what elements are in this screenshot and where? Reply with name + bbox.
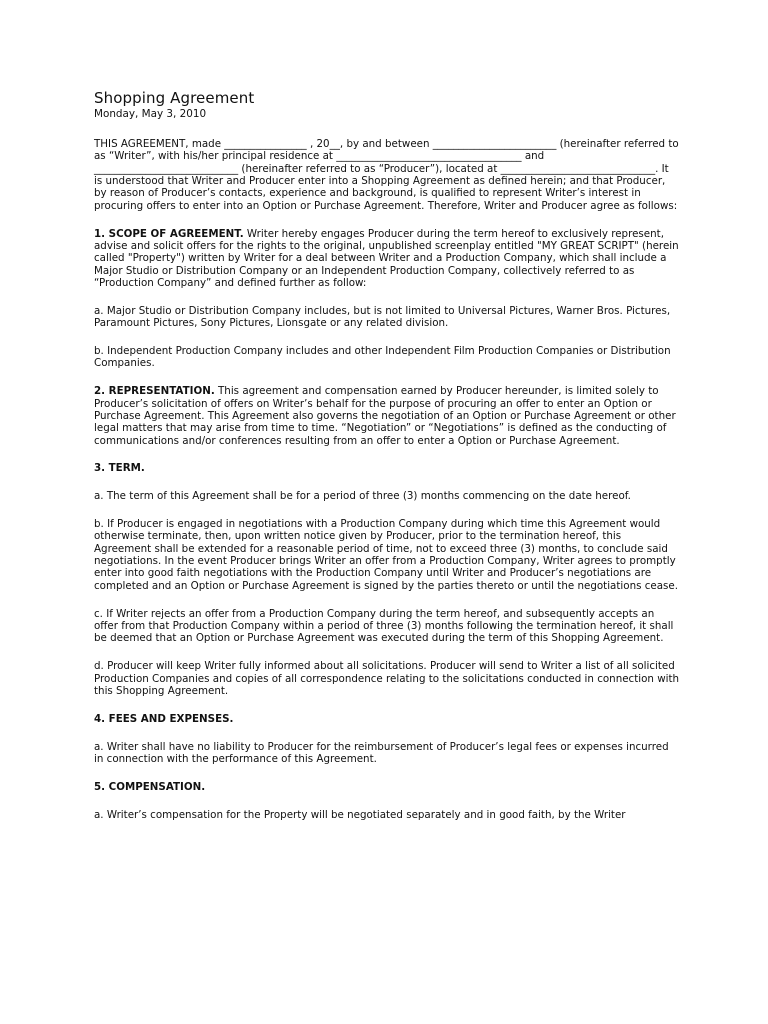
section-4a: [94, 741, 680, 766]
section-heading: 2. REPRESENTATION.: [94, 385, 215, 398]
section-text: d. Producer will keep Writer fully informed about all solicitations. Producer will send to Writer a list of all solicited Production Companies and copies of all correspondence relating to the solicitations conducted in connection with this Shopping Agreement.: [94, 660, 680, 697]
section-text: b. If Producer is engaged in negotiations with a Production Company during which time this Agreement would otherwise terminate, then, upon written notice given by Producer, prior to the termination hereof, this Agreement shall be extended for a reasonable period of time, not to exceed three (3) months, to conclude said negotiations. In the event Producer brings Writer an offer from a Production Company, Writer agrees to promptly enter into good faith negotiations with the Production Company until Writer and Producer’s negotiations are completed and an Option or Purchase Agreement is signed by the parties thereto or until the negotiations cease.: [94, 518, 679, 592]
section-text: a. Major Studio or Distribution Company includes, but is not limited to Universal Pictures, Warner Bros. Pictures, Paramount Pictures, Sony Pictures, Lionsgate or any related division.: [94, 304, 671, 330]
section-2-representation: [94, 385, 680, 447]
section-heading: 1. SCOPE OF AGREEMENT.: [94, 227, 244, 240]
section-4-fees: [94, 713, 680, 725]
section-5-compensation: [94, 781, 680, 793]
document-title: Shopping Agreement: [94, 89, 255, 107]
section-text: c. If Writer rejects an offer from a Production Company during the term hereof, and subsequently accepts an offer from that Production Company within a period of three (3) months following the termination hereof, it shall be deemed that an Option or Purchase Agreement was executed during the term of this Shopping Agreement.: [94, 607, 674, 645]
section-3-term: [94, 462, 680, 474]
section-3c: [94, 608, 680, 645]
section-heading: 5. COMPENSATION.: [94, 780, 206, 793]
section-text: a. The term of this Agreement shall be for a period of three (3) months commencing on the date hereof.: [94, 490, 631, 503]
section-heading: 4. FEES AND EXPENSES.: [94, 712, 234, 725]
section-text: a. Writer’s compensation for the Property will be negotiated separately and in good faith, by the Writer: [94, 808, 626, 821]
section-text: b. Independent Production Company includes and other Independent Film Production Companies or Distribution Companies.: [94, 344, 671, 370]
intro-paragraph: THIS AGREEMENT, made ________________ , 20__, by and between ________________________ (hereinafter referred to as “Writer”, with his/her principal residence at ____________________________________ and ____________________________ (hereinafter referred to as “Producer”), located at ______________________________. It is understood that Writer and Producer enter into a Shopping Agreement as defined herein; and that Producer, by reason of Producer’s contacts, experience and background, is qualified to represent Writer’s interest in procuring offers to enter into an Option or Purchase Agreement. Therefore, Writer and Producer agree as follows:: [94, 138, 679, 212]
document-page: [94, 88, 680, 836]
section-text: This agreement and compensation earned by Producer hereunder, is limited solely to Producer’s solicitation of offers on Writer’s behalf for the purpose of procuring an offer to enter an Option or Purchase Agreement. This Agreement also governs the negotiation of an Option or Purchase Agreement or other legal matters that may arise from time to time. “Negotiation” or “Negotiations” is defined as the conducting of communications and/or conferences resulting from an offer to enter a Option or Purchase Agreement.: [94, 385, 676, 447]
section-text: a. Writer shall have no liability to Producer for the reimbursement of Producer’s legal fees or expenses incurred in connection with the performance of this Agreement.: [94, 740, 669, 765]
section-heading: 3. TERM.: [94, 462, 145, 475]
section-3b: [94, 518, 680, 592]
section-5a: [94, 809, 680, 821]
section-1a-major-studio: [94, 305, 680, 330]
document-date: Monday, May 3, 2010: [94, 108, 207, 120]
section-text: Writer hereby engages Producer during the term hereof to exclusively represent, advise and solicit offers for the rights to the original, unpublished screenplay entitled "MY GREAT SCRIPT" (herein called "Property") written by Writer for a deal between Writer and a Production Company, which shall include a Major Studio or Distribution Company or an Independent Production Company, collectively referred to as “Production Company” and defined further as follow:: [94, 227, 679, 289]
section-1-scope: [94, 228, 680, 290]
section-3a: [94, 490, 680, 502]
section-1b-independent: [94, 345, 680, 370]
section-3d: [94, 660, 680, 697]
